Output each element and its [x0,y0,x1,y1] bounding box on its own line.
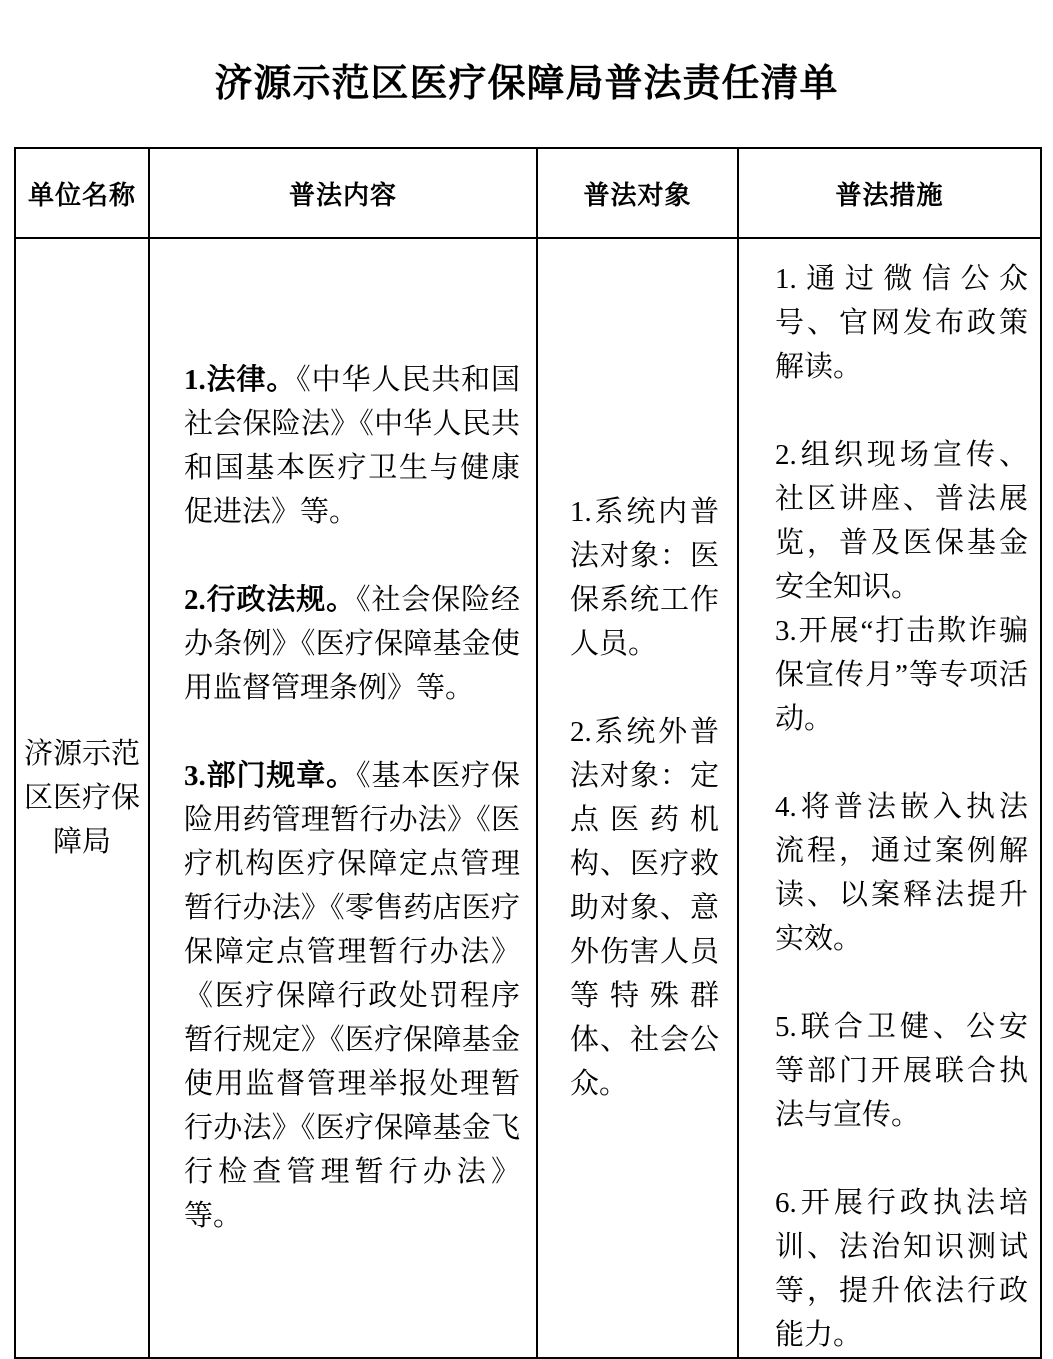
paragraph-label: 1.法律。 [184,364,297,396]
paragraph: 3.开展“打击欺诈骗保宣传月”等专项活动。 [775,615,1028,735]
paragraph: 6.开展行政执法培训、法治知识测试等，提升依法行政能力。 [775,1187,1028,1351]
header-cell-content: 普法内容 [149,148,537,238]
paragraph: 3.部门规章。《基本医疗保险用药管理暂行办法》《医疗机构医疗保障定点管理暂行办法》《零售药店医疗保障定点管理暂行办法》《医疗保障行政处罚程序暂行规定》《医疗保障基金使用监督管理举报处理暂行办法》《医疗保障基金飞行检查管理暂行办法》等。 [184,760,520,1232]
paragraph: 2.行政法规。《社会保险经办条例》《医疗保障基金使用监督管理条例》等。 [184,584,520,704]
paragraph: 1.通过微信公众号、官网发布政策解读。 [775,263,1028,383]
measures-cell [738,238,1041,1358]
paragraph: 5.联合卫健、公安等部门开展联合执法与宣传。 [775,1011,1028,1131]
paragraph: 2.组织现场宣传、社区讲座、普法展览，普及医保基金安全知识。 [775,439,1028,603]
paragraph: 1.法律。《中华人民共和国社会保险法》《中华人民共和国基本医疗卫生与健康促进法》等。 [184,364,520,528]
paragraph: 4.将普法嵌入执法流程，通过案例解读、以案释法提升实效。 [775,791,1028,955]
page-title: 济源示范区医疗保障局普法责任清单 [214,63,839,105]
paragraph-label: 3.部门规章。 [184,760,357,792]
targets-cell [537,238,738,1358]
paragraph: 2.系统外普法对象：定点医药机构、医疗救助对象、意外伤害人员等特殊群体、社会公众。 [570,716,719,1100]
unit-name-cell: 济源示范区医疗保障局 [15,238,149,1358]
paragraph: 1.系统内普法对象：医保系统工作人员。 [570,496,719,660]
header-cell-measures: 普法措施 [738,148,1041,238]
body-row [15,238,1041,1358]
header-cell-targets: 普法对象 [537,148,738,238]
paragraph-label: 2.行政法规。 [184,584,357,616]
header-cell-unit-name: 单位名称 [15,148,149,238]
law-responsibility-table [14,147,1042,1359]
content-cell [149,238,537,1358]
header-row [15,148,1041,238]
